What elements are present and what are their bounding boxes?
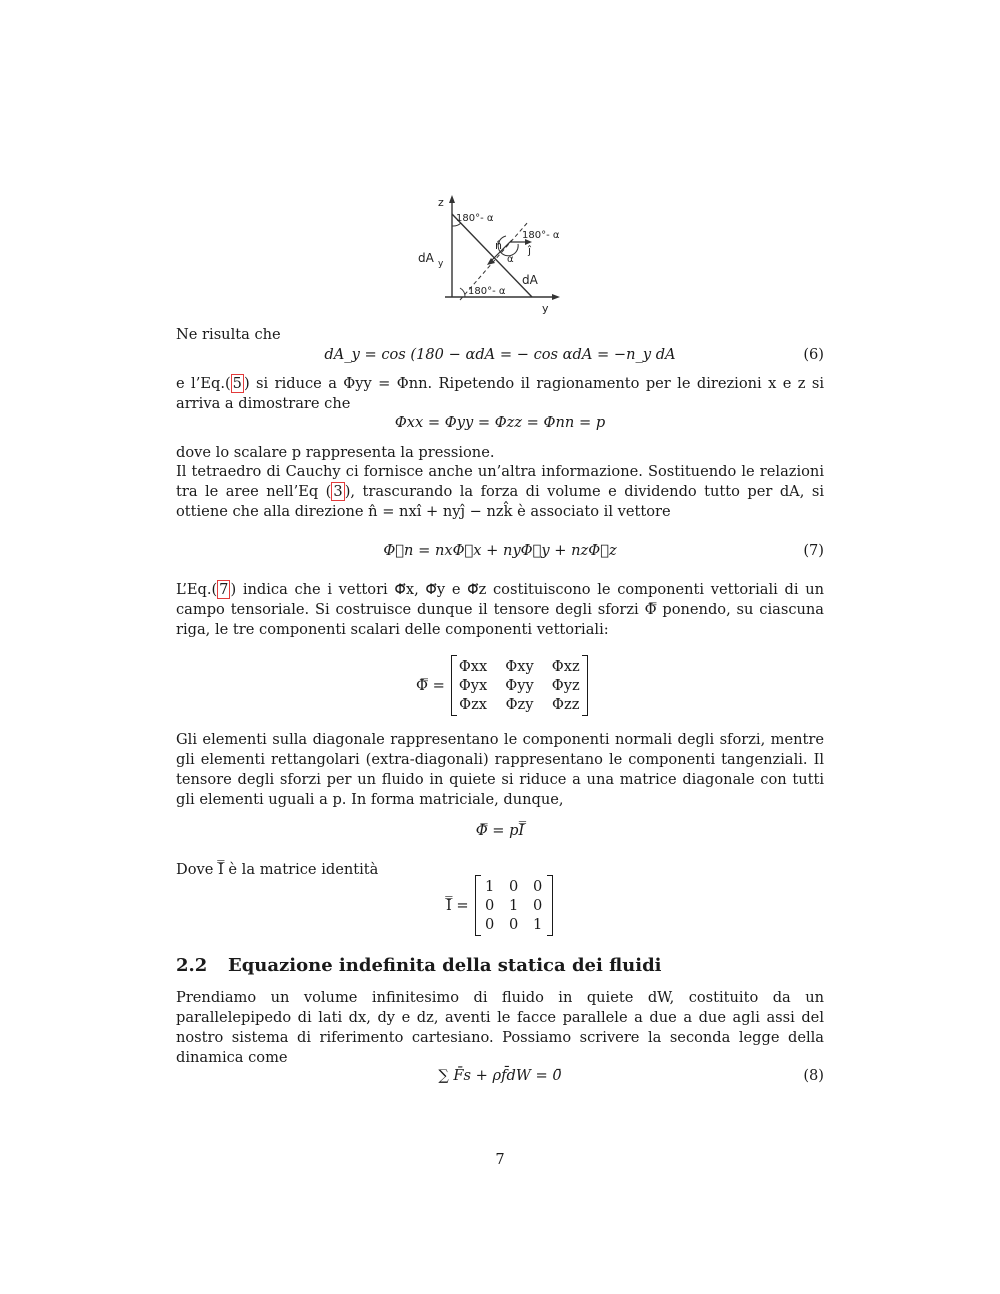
z-axis-label: z — [438, 196, 444, 209]
y-axis-label: y — [542, 302, 549, 315]
section-heading — [176, 955, 662, 976]
paragraph-text: dove lo scalare p rappresenta la pressione. — [176, 444, 495, 461]
angle-label-right: 180°- α — [522, 230, 560, 241]
matrix-cell: 0 — [484, 897, 495, 914]
paragraph-text: Ne risulta che — [176, 326, 281, 343]
matrix-cell: 0 — [484, 916, 495, 933]
matrix-cell: 0 — [508, 916, 519, 933]
tetrahedron-figure — [410, 192, 570, 317]
paragraph-diagonale — [176, 730, 824, 810]
matrix-cell: 0 — [532, 878, 543, 895]
equation-phi-equal — [176, 412, 824, 434]
equation-body: ∑ F̄s + ρf̄dW = 0̄ — [438, 1067, 562, 1084]
matrix-cell: Φxy — [505, 658, 534, 675]
matrix-lhs: I̿ = — [446, 897, 469, 914]
matrix-lhs: Φ̿ = — [416, 677, 445, 694]
equation-phi-pI — [176, 820, 824, 842]
unit-j-label: ĵ — [528, 244, 532, 257]
page-number: 7 — [495, 1151, 505, 1168]
matrix-brackets — [453, 655, 586, 716]
equation-number: (8) — [803, 1067, 824, 1084]
paragraph-text: Gli elementi sulla diagonale rappresentano le componenti normali degli sforzi, mentre gli elementi rettangolari (extra-diagonali) rappresentano le componenti tangenziali. Il tensore degli sforzi per un fluido in quiete si riduce a una matrice diagonale con tutti gli elementi uguali a p. In forma matriciale, dunque, — [176, 731, 824, 808]
equation-ref-link[interactable]: 7 — [219, 581, 229, 598]
normal-label: n̂ — [495, 239, 502, 252]
equation-number: (6) — [803, 346, 824, 363]
section-title: Equazione indefinita della statica dei fluidi — [228, 955, 662, 976]
paragraph-tetraedro — [176, 462, 824, 522]
stress-tensor-matrix — [416, 655, 586, 716]
matrix-cell: 0 — [532, 897, 543, 914]
equation-6 — [176, 344, 824, 366]
equation-body: Φxx = Φyy = Φzz = Φnn = p — [394, 414, 606, 431]
matrix-cell: 1 — [508, 897, 519, 914]
text-segment: L’Eq.( — [176, 581, 218, 598]
paragraph-text — [176, 580, 824, 640]
angle-label-top: 180°- α — [456, 213, 494, 224]
paragraph-pressione — [176, 443, 824, 463]
paragraph-prendiamo — [176, 988, 824, 1068]
paragraph-text: Prendiamo un volume infinitesimo di fluido in quiete dW, costituito da un parallelepipedo di lati dx, dy e dz, aventi le facce parallele a due a due agli assi del nostro sistema di riferimento cartesiano. Possiamo scrivere la seconda legge della dinamica come — [176, 989, 824, 1066]
matrix-grid — [477, 875, 551, 936]
dA-label: dA — [522, 273, 538, 287]
equation-body: dA_y = cos (180 − αdA = − cos αdA = −n_y dA — [324, 346, 676, 363]
matrix-cell: Φzy — [505, 696, 534, 713]
dAy-subscript: y — [438, 259, 444, 269]
matrix-cell: Φzz — [552, 696, 580, 713]
matrix-cell: Φyx — [458, 677, 488, 694]
matrix-cell: 1 — [484, 878, 495, 895]
paragraph-eq7 — [176, 580, 824, 640]
matrix-cell: 0 — [508, 878, 519, 895]
equation-body: Φ̿ = pI̿ — [475, 822, 525, 839]
paragraph-text — [176, 462, 824, 522]
text-segment: e l’Eq.( — [176, 375, 231, 392]
matrix-cell: Φzx — [459, 696, 488, 713]
matrix-brackets — [477, 875, 551, 936]
matrix-cell: Φyy — [505, 677, 534, 694]
text-segment: ) indica che i vettori Φ⃗x, Φ⃗y e Φ⃗z costituiscono le componenti vettoriali di un campo tensoriale. Si costruisce dunque il tensore degli sforzi Φ̿ ponendo, su ciascuna riga, le tre componenti scalari delle componenti vettoriali: — [176, 581, 824, 638]
paragraph-text — [176, 374, 824, 414]
matrix-grid — [453, 655, 586, 716]
text-segment: Il tetraedro di Cauchy ci fornisce anche un’altra informazione. Sostituendo le relazioni tra le aree nell’Eq ( — [176, 463, 824, 500]
paragraph-text: Dove I̿ è la matrice identità — [176, 861, 379, 878]
tetrahedron-diagram — [410, 192, 570, 317]
alpha-label: α — [507, 254, 514, 265]
matrix-cell: Φyz — [551, 677, 580, 694]
matrix-cell: Φxx — [458, 658, 488, 675]
equation-7 — [176, 540, 824, 562]
text-segment: ), trascurando la forza di volume e dividendo tutto per dA, si ottiene che alla direzione n̂ = nxî + nyĵ − nzk̂ è associato il vettore — [176, 483, 824, 520]
paragraph-eq5 — [176, 374, 824, 414]
angle-label-bottom: 180°- α — [468, 286, 506, 297]
equation-ref-link[interactable]: 5 — [232, 375, 242, 392]
text-segment: ) si riduce a Φyy = Φnn. Ripetendo il ragionamento per le direzioni x e z si arriva a dimostrare che — [176, 375, 824, 412]
identity-matrix — [446, 875, 551, 936]
equation-8 — [176, 1065, 824, 1087]
dAy-label: dA — [418, 251, 434, 265]
equation-ref-link[interactable]: 3 — [333, 483, 343, 500]
equation-number: (7) — [803, 542, 824, 559]
matrix-cell: 1 — [532, 916, 543, 933]
equation-body: Φ⃗n = nxΦ⃗x + nyΦ⃗y + nzΦ⃗z — [383, 542, 617, 559]
section-number: 2.2 — [176, 955, 208, 976]
paragraph-ne-risulta — [176, 325, 824, 345]
matrix-cell: Φxz — [551, 658, 580, 675]
